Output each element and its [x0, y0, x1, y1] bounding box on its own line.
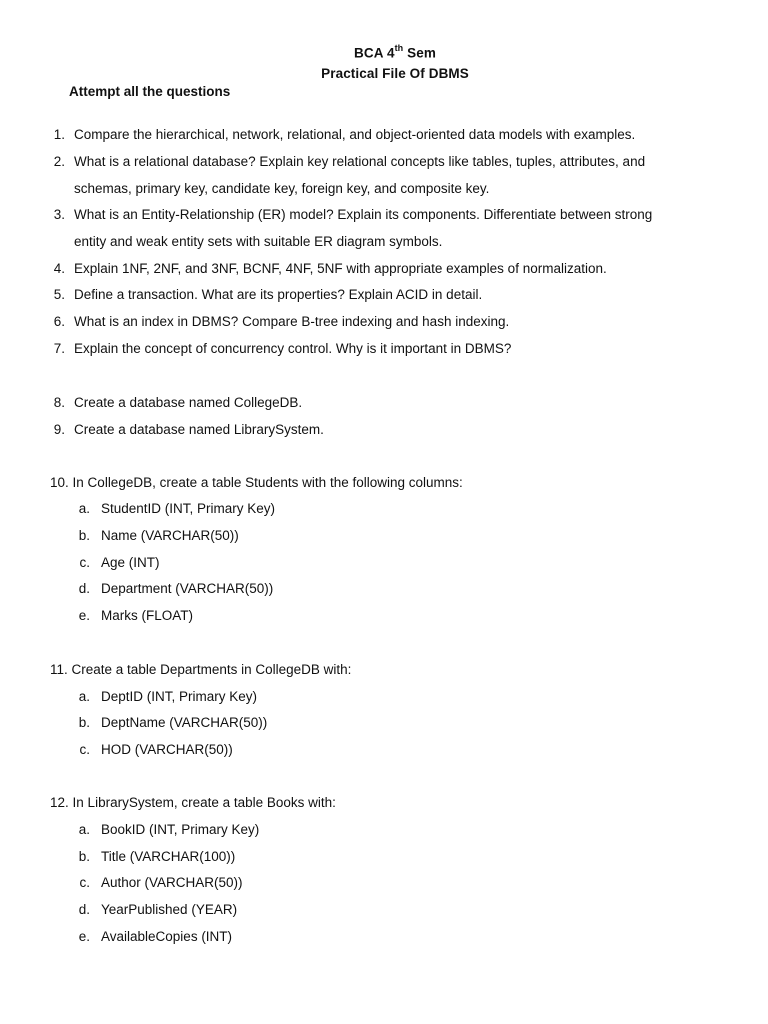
question-number: 7.	[53, 341, 65, 356]
document-title: Practical File Of DBMS	[321, 66, 469, 81]
item-letter: d.	[78, 581, 90, 596]
question-text: Create a database named CollegeDB.	[74, 395, 303, 410]
question-text-continued: schemas, primary key, candidate key, foreign key, and composite key.	[74, 181, 490, 196]
list-item	[78, 822, 260, 838]
question-3	[53, 207, 653, 223]
question-number: 3.	[53, 207, 65, 222]
question-number: 2.	[53, 154, 65, 169]
item-letter: c.	[79, 555, 90, 570]
list-item	[78, 715, 268, 731]
question-text: In LibrarySystem, create a table Books with:	[72, 795, 336, 810]
question-number: 11.	[50, 662, 68, 677]
item-text: Department (VARCHAR(50))	[101, 581, 274, 596]
question-number: 4.	[53, 261, 65, 276]
list-item	[79, 555, 160, 571]
question-text-continued: entity and weak entity sets with suitable ER diagram symbols.	[74, 234, 443, 249]
question-number: 9.	[53, 422, 65, 437]
question-2	[53, 154, 646, 170]
item-letter: b.	[78, 528, 90, 543]
item-letter: d.	[78, 902, 90, 917]
question-9	[53, 422, 324, 438]
question-text: In CollegeDB, create a table Students with the following columns:	[72, 475, 463, 490]
question-number: 5.	[53, 287, 65, 302]
item-letter: c.	[79, 875, 90, 890]
course-suffix: Sem	[403, 45, 436, 61]
list-item	[78, 501, 276, 517]
item-text: DeptName (VARCHAR(50))	[101, 715, 268, 730]
list-item	[79, 875, 243, 891]
item-letter: a.	[78, 689, 90, 704]
item-letter: e.	[78, 608, 90, 623]
question-text: Create a table Departments in CollegeDB with:	[71, 662, 352, 677]
item-text: Marks (FLOAT)	[101, 608, 193, 623]
item-text: Age (INT)	[101, 555, 160, 570]
question-6	[53, 314, 510, 330]
question-8	[53, 395, 303, 411]
item-text: Title (VARCHAR(100))	[101, 849, 236, 864]
question-text: Compare the hierarchical, network, relational, and object-oriented data models with examples.	[74, 127, 636, 142]
course-prefix: BCA 4	[354, 45, 395, 61]
question-number: 1.	[53, 127, 65, 142]
question-text: Explain 1NF, 2NF, and 3NF, BCNF, 4NF, 5NF with appropriate examples of normalization.	[74, 261, 607, 276]
question-text: Define a transaction. What are its properties? Explain ACID in detail.	[74, 287, 483, 302]
item-text: BookID (INT, Primary Key)	[101, 822, 260, 837]
list-item	[78, 849, 236, 865]
question-text: What is an Entity-Relationship (ER) model? Explain its components. Differentiate between strong	[74, 207, 653, 222]
question-text: Explain the concept of concurrency control. Why is it important in DBMS?	[74, 341, 512, 356]
course-superscript: th	[394, 43, 404, 53]
question-7	[53, 341, 512, 357]
list-item	[78, 528, 239, 544]
question-text: What is a relational database? Explain key relational concepts like tables, tuples, attributes, and	[74, 154, 646, 169]
item-letter: a.	[78, 822, 90, 837]
list-item	[79, 742, 233, 758]
question-4	[53, 261, 607, 277]
item-letter: b.	[78, 849, 90, 864]
item-text: YearPublished (YEAR)	[101, 902, 238, 917]
instruction-text: Attempt all the questions	[69, 84, 231, 99]
list-item	[78, 929, 233, 945]
item-text: HOD (VARCHAR(50))	[101, 742, 233, 757]
question-2-continuation	[74, 181, 489, 197]
item-text: AvailableCopies (INT)	[101, 929, 233, 944]
question-number: 6.	[53, 314, 65, 329]
question-5	[53, 287, 483, 303]
list-item	[78, 902, 238, 918]
item-text: StudentID (INT, Primary Key)	[101, 501, 276, 516]
question-text: What is an index in DBMS? Compare B-tree indexing and hash indexing.	[74, 314, 510, 329]
list-item	[78, 689, 258, 705]
item-letter: a.	[78, 501, 90, 516]
list-item	[78, 608, 193, 624]
question-10	[50, 475, 463, 491]
question-text: Create a database named LibrarySystem.	[74, 422, 324, 437]
question-number: 12.	[50, 795, 69, 810]
question-12	[50, 795, 336, 811]
item-letter: c.	[79, 742, 90, 757]
question-1	[53, 127, 636, 143]
question-11	[50, 662, 351, 678]
question-3-continuation	[74, 234, 442, 250]
item-text: Name (VARCHAR(50))	[101, 528, 239, 543]
course-heading	[0, 44, 768, 61]
item-text: Author (VARCHAR(50))	[101, 875, 243, 890]
item-letter: b.	[78, 715, 90, 730]
question-number: 10.	[50, 475, 69, 490]
item-letter: e.	[78, 929, 90, 944]
item-text: DeptID (INT, Primary Key)	[101, 689, 258, 704]
question-number: 8.	[53, 395, 65, 410]
list-item	[78, 581, 274, 597]
